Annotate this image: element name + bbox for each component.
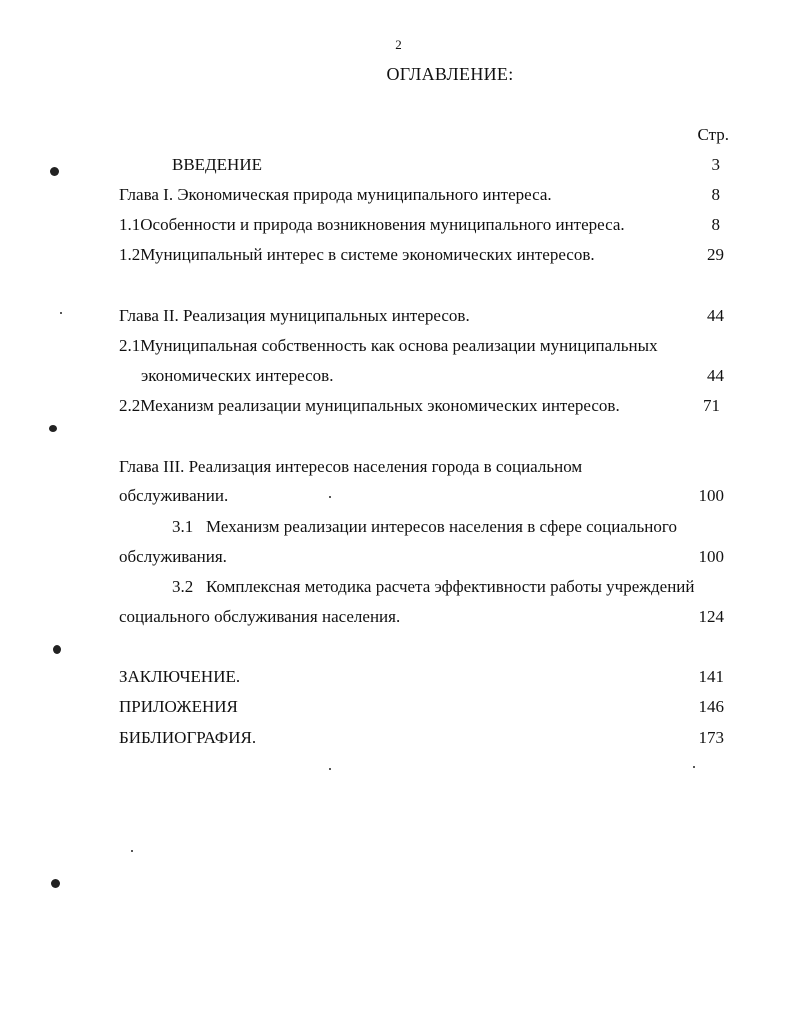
toc-page-section-2-1: 44 [707, 366, 724, 385]
scan-mark [329, 768, 331, 770]
scan-mark [51, 879, 60, 888]
scan-mark [693, 766, 695, 768]
scan-mark [53, 645, 61, 654]
toc-page-section-3-2: 124 [698, 607, 724, 626]
toc-entry-chapter-3: Глава III. Реализация интересов населения города в социальном [119, 457, 583, 476]
toc-entry-intro: ВВЕДЕНИЕ [172, 155, 262, 174]
toc-page-section-3-1: 100 [698, 547, 724, 566]
toc-entry-appendix: ПРИЛОЖЕНИЯ [119, 697, 238, 716]
toc-page-bibliography: 173 [698, 728, 724, 747]
toc-page-section-1-1: 8 [711, 215, 720, 234]
toc-entry-conclusion: ЗАКЛЮЧЕНИЕ. [119, 667, 241, 686]
page-number: 2 [395, 37, 402, 52]
toc-page-chapter-2: 44 [707, 306, 724, 325]
scan-mark [131, 850, 133, 852]
scan-mark [329, 496, 331, 498]
toc-entry-section-1-1: 1.1Особенности и природа возникновения муниципального интереса. [119, 215, 625, 234]
page-column-header: Стр. [697, 125, 729, 144]
scan-mark [60, 312, 62, 314]
scan-mark [50, 167, 59, 176]
toc-entry-section-3-2-cont: социального обслуживания населения. [119, 607, 401, 626]
scan-mark [49, 425, 57, 432]
toc-page-section-2-2: 71 [703, 396, 720, 415]
toc-entry-bibliography: БИБЛИОГРАФИЯ. [119, 728, 257, 747]
toc-page-conclusion: 141 [698, 667, 724, 686]
toc-entry-chapter-3-cont: обслуживании. [119, 486, 229, 505]
toc-page-chapter-1: 8 [711, 185, 720, 204]
toc-entry-section-3-1-cont: обслуживания. [119, 547, 227, 566]
toc-entry-section-2-1: 2.1Муниципальная собственность как основа реализации муниципальных [119, 336, 658, 355]
toc-entry-section-3-2: 3.2 Комплексная методика расчета эффективности работы учреждений [172, 577, 695, 596]
page-title: ОГЛАВЛЕНИЕ: [386, 64, 514, 84]
toc-entry-section-1-2: 1.2Муниципальный интерес в системе экономических интересов. [119, 245, 595, 264]
toc-entry-chapter-1: Глава I. Экономическая природа муниципального интереса. [119, 185, 552, 204]
toc-entry-chapter-2: Глава II. Реализация муниципальных интересов. [119, 306, 470, 325]
toc-entry-section-3-1: 3.1 Механизм реализации интересов населения в сфере социального [172, 517, 677, 536]
toc-page-intro: 3 [711, 155, 720, 174]
toc-entry-section-2-2: 2.2Механизм реализации муниципальных экономических интересов. [119, 396, 620, 415]
toc-entry-section-2-1-cont: экономических интересов. [141, 366, 334, 385]
toc-page-appendix: 146 [698, 697, 724, 716]
toc-page-chapter-3: 100 [698, 486, 724, 505]
toc-page-section-1-2: 29 [707, 245, 724, 264]
